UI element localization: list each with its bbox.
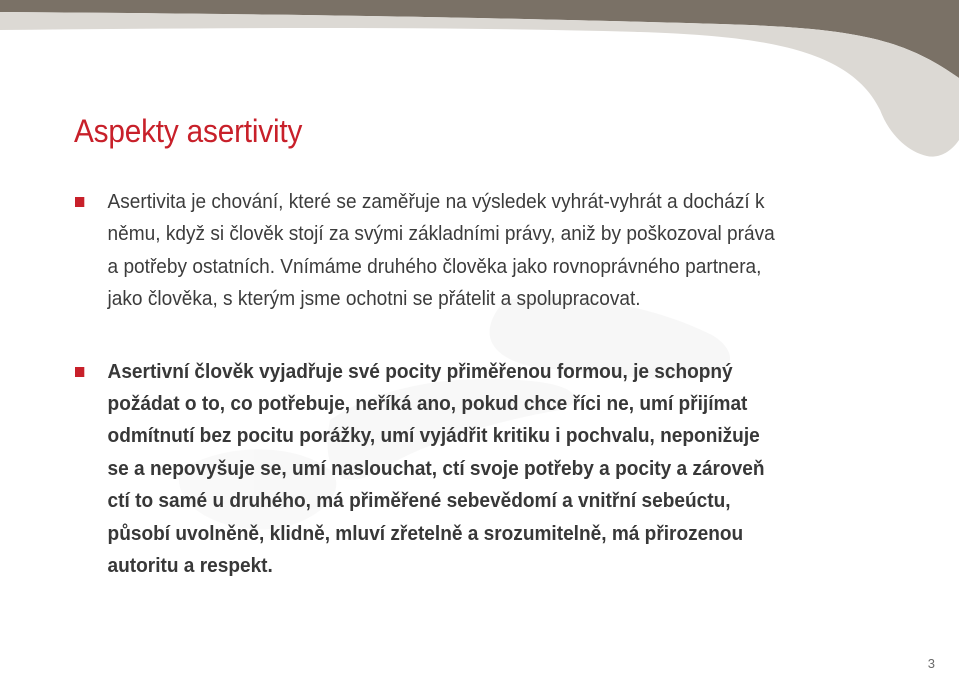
- square-bullet-icon: [75, 367, 84, 377]
- page-number: 3: [927, 656, 935, 671]
- bullet-item-assertive-person: [75, 356, 782, 583]
- bullet-text: Asertivita je chování, které se zaměřuje na výsledek vyhrát-vyhrát a dochází k němu, když si člověk stojí za svými základními právy, aniž by poškozoval práva a potřeby ostatních. Vnímáme druhého člověka jako rovnoprávného partnera, jako člověka, s kterým jsme ochotni se přátelit a spolupracovat.: [107, 190, 775, 311]
- slide-title: Aspekty asertivity: [74, 113, 303, 149]
- bullet-item-assertiveness-definition: [75, 186, 782, 316]
- bullet-text: Asertivní člověk vyjadřuje své pocity přiměřenou formou, je schopný požádat o to, co potřebuje, neříká ano, pokud chce říci ne, umí přijímat odmítnutí bez pocitu porážky, umí vyjádřit kritiku i pochvalu, neponižuje se a nepovyšuje se, umí naslouchat, ctí svoje potřeby a pocity a zároveň ctí to samé u druhého, má přiměřené sebevědomí a vnitřní sebeúctu, působí uvolněně, klidně, mluví zřetelně a srozumitelně, má přirozenou autoritu a respekt.: [107, 359, 765, 578]
- square-bullet-icon: [75, 197, 84, 207]
- bullet-list: [75, 186, 835, 582]
